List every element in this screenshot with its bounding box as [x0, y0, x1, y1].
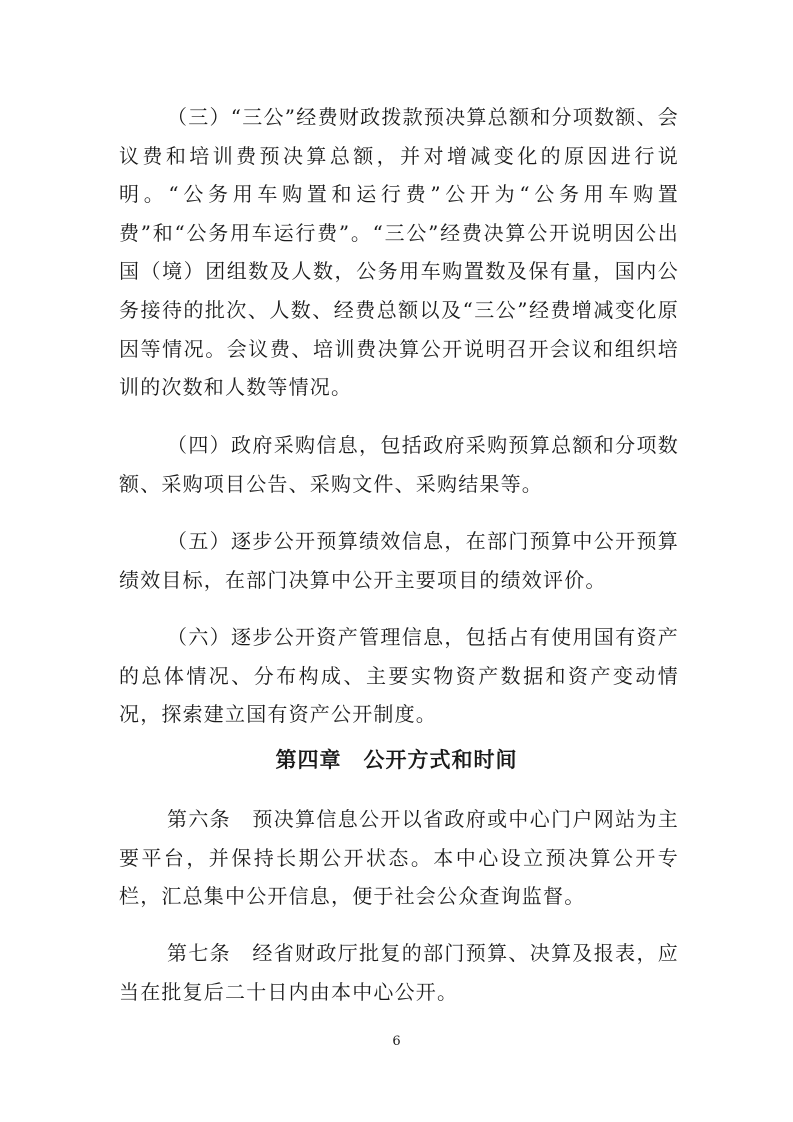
paragraph-performance-info: （五）逐步公开预算绩效信息，在部门预算中公开预算绩效目标，在部门决算中公开主要项目的绩效评价。 [119, 529, 679, 592]
chapter-title: 公开方式和时间 [363, 748, 518, 772]
paragraph-asset-management: （六）逐步公开资产管理信息，包括占有使用国有资产的总体情况、分布构成、主要实物资产数据和资产变动情况，探索建立国有资产公开制度。 [119, 625, 679, 727]
chapter-number: 第四章 [275, 748, 342, 772]
article-seven: 第七条 经省财政厅批复的部门预算、决算及报表，应当在批复后二十日内由本中心公开。 [119, 941, 679, 1004]
paragraph-government-procurement: （四）政府采购信息，包括政府采购预算总额和分项数额、采购项目公告、采购文件、采购结果等。 [119, 433, 679, 496]
article-six: 第六条 预决算信息公开以省政府或中心门户网站为主要平台，并保持长期公开状态。本中心设立预决算公开专栏，汇总集中公开信息，便于社会公众查询监督。 [119, 807, 679, 909]
page-number: 6 [392, 1034, 401, 1049]
chapter-heading [0, 742, 793, 778]
paragraph-three-public-expenses: （三）“三公”经费财政拨款预决算总额和分项数额、会议费和培训费预决算总额，并对增减变化的原因进行说明。“公务用车购置和运行费”公开为“公务用车购置费”和“公务用车运行费”。“三公”经费决算公开说明因公出国（境）团组数及人数，公务用车购置数及保有量，国内公务接待的批次、人数、经费总额以及“三公”经费增减变化原因等情况。会议费、培训费决算公开说明召开会议和组织培训的次数和人数等情况。 [119, 105, 679, 400]
